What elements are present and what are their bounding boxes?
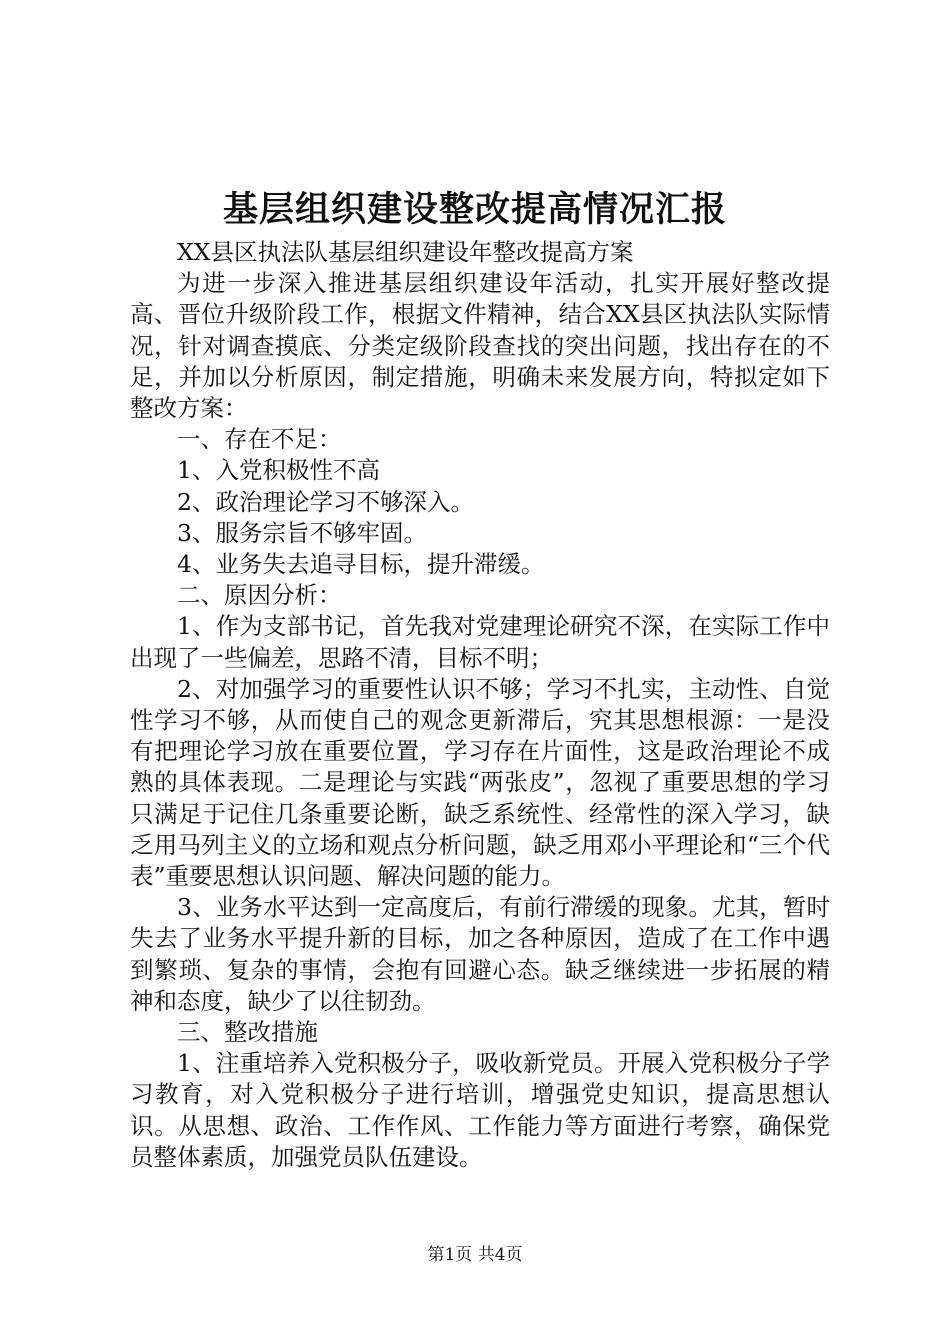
paragraph-intro: 为进一步深入推进基层组织建设年活动，扎实开展好整改提高、晋位升级阶段工作，根据文件精神，结合XX县区执法队实际情况，针对调查摸底、分类定级阶段查找的突出问题，找出存在的不足，并加以分析原因，制定措施，明确未来发展方向，特拟定如下整改方案： <box>130 269 830 423</box>
paragraph: 1、注重培养入党积极分子，吸收新党员。开展入党积极分子学习教育，对入党积极分子进行培训，增强党史知识，提高思想认识。从思想、政治、工作作风、工作能力等方面进行考察，确保党员整体素质，加强党员队伍建设。 <box>130 1049 830 1171</box>
paragraph-subtitle: XX县区执法队基层组织建设年整改提高方案 <box>177 238 634 266</box>
paragraph: 3、业务水平达到一定高度后，有前行滞缓的现象。尤其，暂时失去了业务水平提升新的目标，加之各种原因，造成了在工作中遇到繁琐、复杂的事情，会抱有回避心态。缺乏继续进一步拓展的精神和态度，缺少了以往韧劲。 <box>130 893 830 1015</box>
list-item: 3、服务宗旨不够牢固。 <box>177 518 427 547</box>
list-item: 4、业务失去追寻目标，提升滞缓。 <box>177 550 545 579</box>
paragraph: 1、作为支部书记，首先我对党建理论研究不深，在实际工作中出现了一些偏差，思路不清，目标不明； <box>130 612 830 672</box>
page-number-footer: 第1页 共4页 <box>427 1245 523 1265</box>
list-item: 1、入党积极性不高 <box>177 456 380 485</box>
section-heading-shortcomings: 一、存在不足： <box>177 425 342 454</box>
section-heading-analysis: 二、原因分析： <box>177 581 342 610</box>
document-body <box>130 237 830 1173</box>
section-heading-measures: 三、整改措施 <box>177 1018 318 1047</box>
document-title: 基层组织建设整改提高情况汇报 <box>222 189 727 230</box>
paragraph: 2、对加强学习的重要性认识不够；学习不扎实，主动性、自觉性学习不够，从而使自己的观念更新滞后，究其思想根源：一是没有把理论学习放在重要位置，学习存在片面性，这是政治理论不成熟的具体表现。二是理论与实践“两张皮”，忽视了重要思想的学习只满足于记住几条重要论断，缺乏系统性、经常性的深入学习，缺乏用马列主义的立场和观点分析问题，缺乏用邓小平理论和“三个代表”重要思想认识问题、解决问题的能力。 <box>130 674 830 891</box>
list-item: 2、政治理论学习不够深入。 <box>177 487 474 516</box>
